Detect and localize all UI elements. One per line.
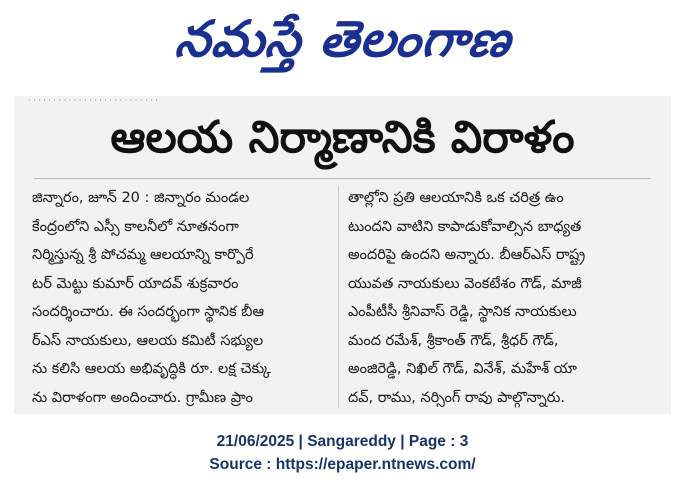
article-line: అంజిరెడ్డి, నిఖిల్ గౌడ్, వినేశ్, మహేశ్ యా (348, 361, 577, 377)
article-line: ను విరాళంగా అందించారు. గ్రామీణ ప్రాం (32, 389, 253, 406)
article-line: ఎంపీటీసీ శ్రీనివాస్ రెడ్డి, స్థానిక నాయకులు (348, 304, 577, 320)
article-column-left (32, 184, 330, 416)
footer-source: Source : https://epaper.ntnews.com/ (209, 456, 476, 473)
article-line: తాల్లోని ప్రతి ఆలయానికి ఒక చరిత్ర ఉం (348, 190, 564, 206)
masthead (0, 0, 685, 90)
article-column-right (348, 184, 654, 416)
article-line: నిర్మిస్తున్న శ్రీ పోచమ్మ ఆలయాన్ని కార్పొరే (32, 247, 254, 263)
article-line: మంద రమేశ్, శ్రీకాంత్ గౌడ్, శ్రీధర్ గౌడ్, (348, 332, 559, 349)
article-line: టర్ మెట్టు కుమార్ యాదవ్ శుక్రవారం (32, 275, 239, 292)
news-clipping (14, 96, 671, 414)
footer-edition-info: 21/06/2025 | Sangareddy | Page : 3 (216, 433, 469, 450)
headline-divider (34, 178, 651, 179)
article-line: టుందని వాటిని కాపాడుకోవాల్సిన బాధ్యత (348, 218, 582, 235)
clipping-top-strip: · · · · · · · · · · · · · · · · · · · · · · · · · · (28, 96, 158, 105)
article-line: కేంద్రంలోని ఎస్సీ కాలనీలో నూతనంగా (32, 218, 239, 235)
article-line: జిన్నారం, జూన్ 20 : జిన్నారం మండల (32, 190, 250, 206)
article-headline: ఆలయ నిర్మాణానికి విరాళం (110, 112, 575, 163)
article-line: ర్ఎస్ నాయకులు, ఆలయ కమిటీ సభ్యుల (32, 332, 264, 349)
article-line: సందర్శించారు. ఈ సందర్భంగా స్థానిక బీఆ (32, 304, 265, 320)
article-line: అందరిపై ఉందని అన్నారు. బీఆర్ఎస్ రాష్ట్ర (348, 247, 586, 263)
masthead-title: నమస్తే తెలంగాణ (172, 9, 515, 68)
article-line: ను కలిసి ఆలయ అభివృద్ధికి రూ. లక్ష చెక్కు (32, 361, 271, 377)
article-line: దవ్, రాము, నర్సింగ్ రావు పాల్గొన్నారు. (348, 389, 566, 406)
column-divider (338, 186, 339, 408)
article-line: యువత నాయకులు వెంకటేశం గౌడ్, మాజీ (348, 275, 582, 292)
